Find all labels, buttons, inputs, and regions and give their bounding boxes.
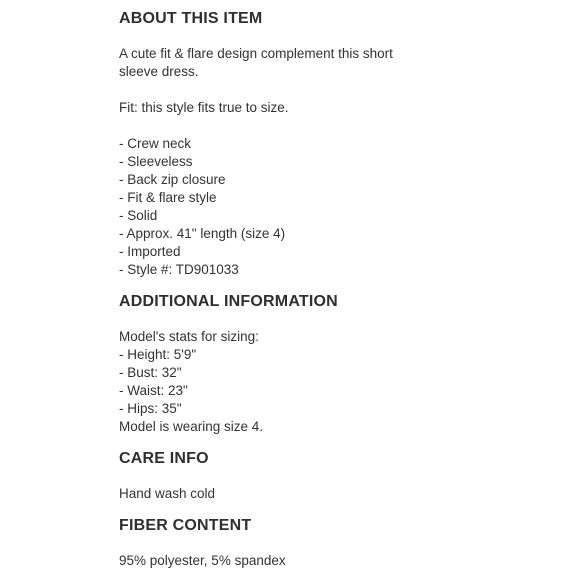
additional-section: [119, 291, 419, 436]
feature-item: - Solid: [119, 208, 158, 223]
fiber-text: 95% polyester, 5% spandex: [119, 553, 286, 568]
fiber-section: [119, 515, 419, 570]
feature-item: - Fit & flare style: [119, 190, 217, 205]
feature-item: - Back zip closure: [119, 172, 226, 187]
feature-item: - Approx. 41" length (size 4): [119, 226, 286, 241]
fiber-heading: FIBER CONTENT: [119, 517, 252, 534]
model-stat-item: - Bust: 32": [119, 365, 182, 380]
about-description-line-2: sleeve dress.: [119, 64, 199, 79]
feature-list: [119, 135, 419, 279]
feature-item: - Imported: [119, 244, 181, 259]
sizing-intro: Model's stats for sizing:: [119, 329, 259, 344]
care-section: [119, 448, 419, 503]
feature-item: - Style #: TD901033: [119, 262, 239, 277]
fit-note: Fit: this style fits true to size.: [119, 100, 289, 115]
care-text: Hand wash cold: [119, 486, 216, 501]
about-heading: ABOUT THIS ITEM: [119, 10, 263, 27]
feature-item: - Sleeveless: [119, 154, 193, 169]
about-description-line-1: A cute fit & flare design complement this short: [119, 46, 393, 61]
model-stat-item: - Height: 5'9": [119, 347, 197, 362]
model-size-note: Model is wearing size 4.: [119, 419, 264, 434]
care-heading: CARE INFO: [119, 450, 209, 467]
model-stats-list: [119, 346, 419, 418]
about-section: [119, 8, 419, 279]
model-stat-item: - Waist: 23": [119, 383, 188, 398]
product-details: [119, 8, 419, 570]
feature-item: - Crew neck: [119, 136, 192, 151]
additional-heading: ADDITIONAL INFORMATION: [119, 293, 338, 310]
model-stat-item: - Hips: 35": [119, 401, 182, 416]
